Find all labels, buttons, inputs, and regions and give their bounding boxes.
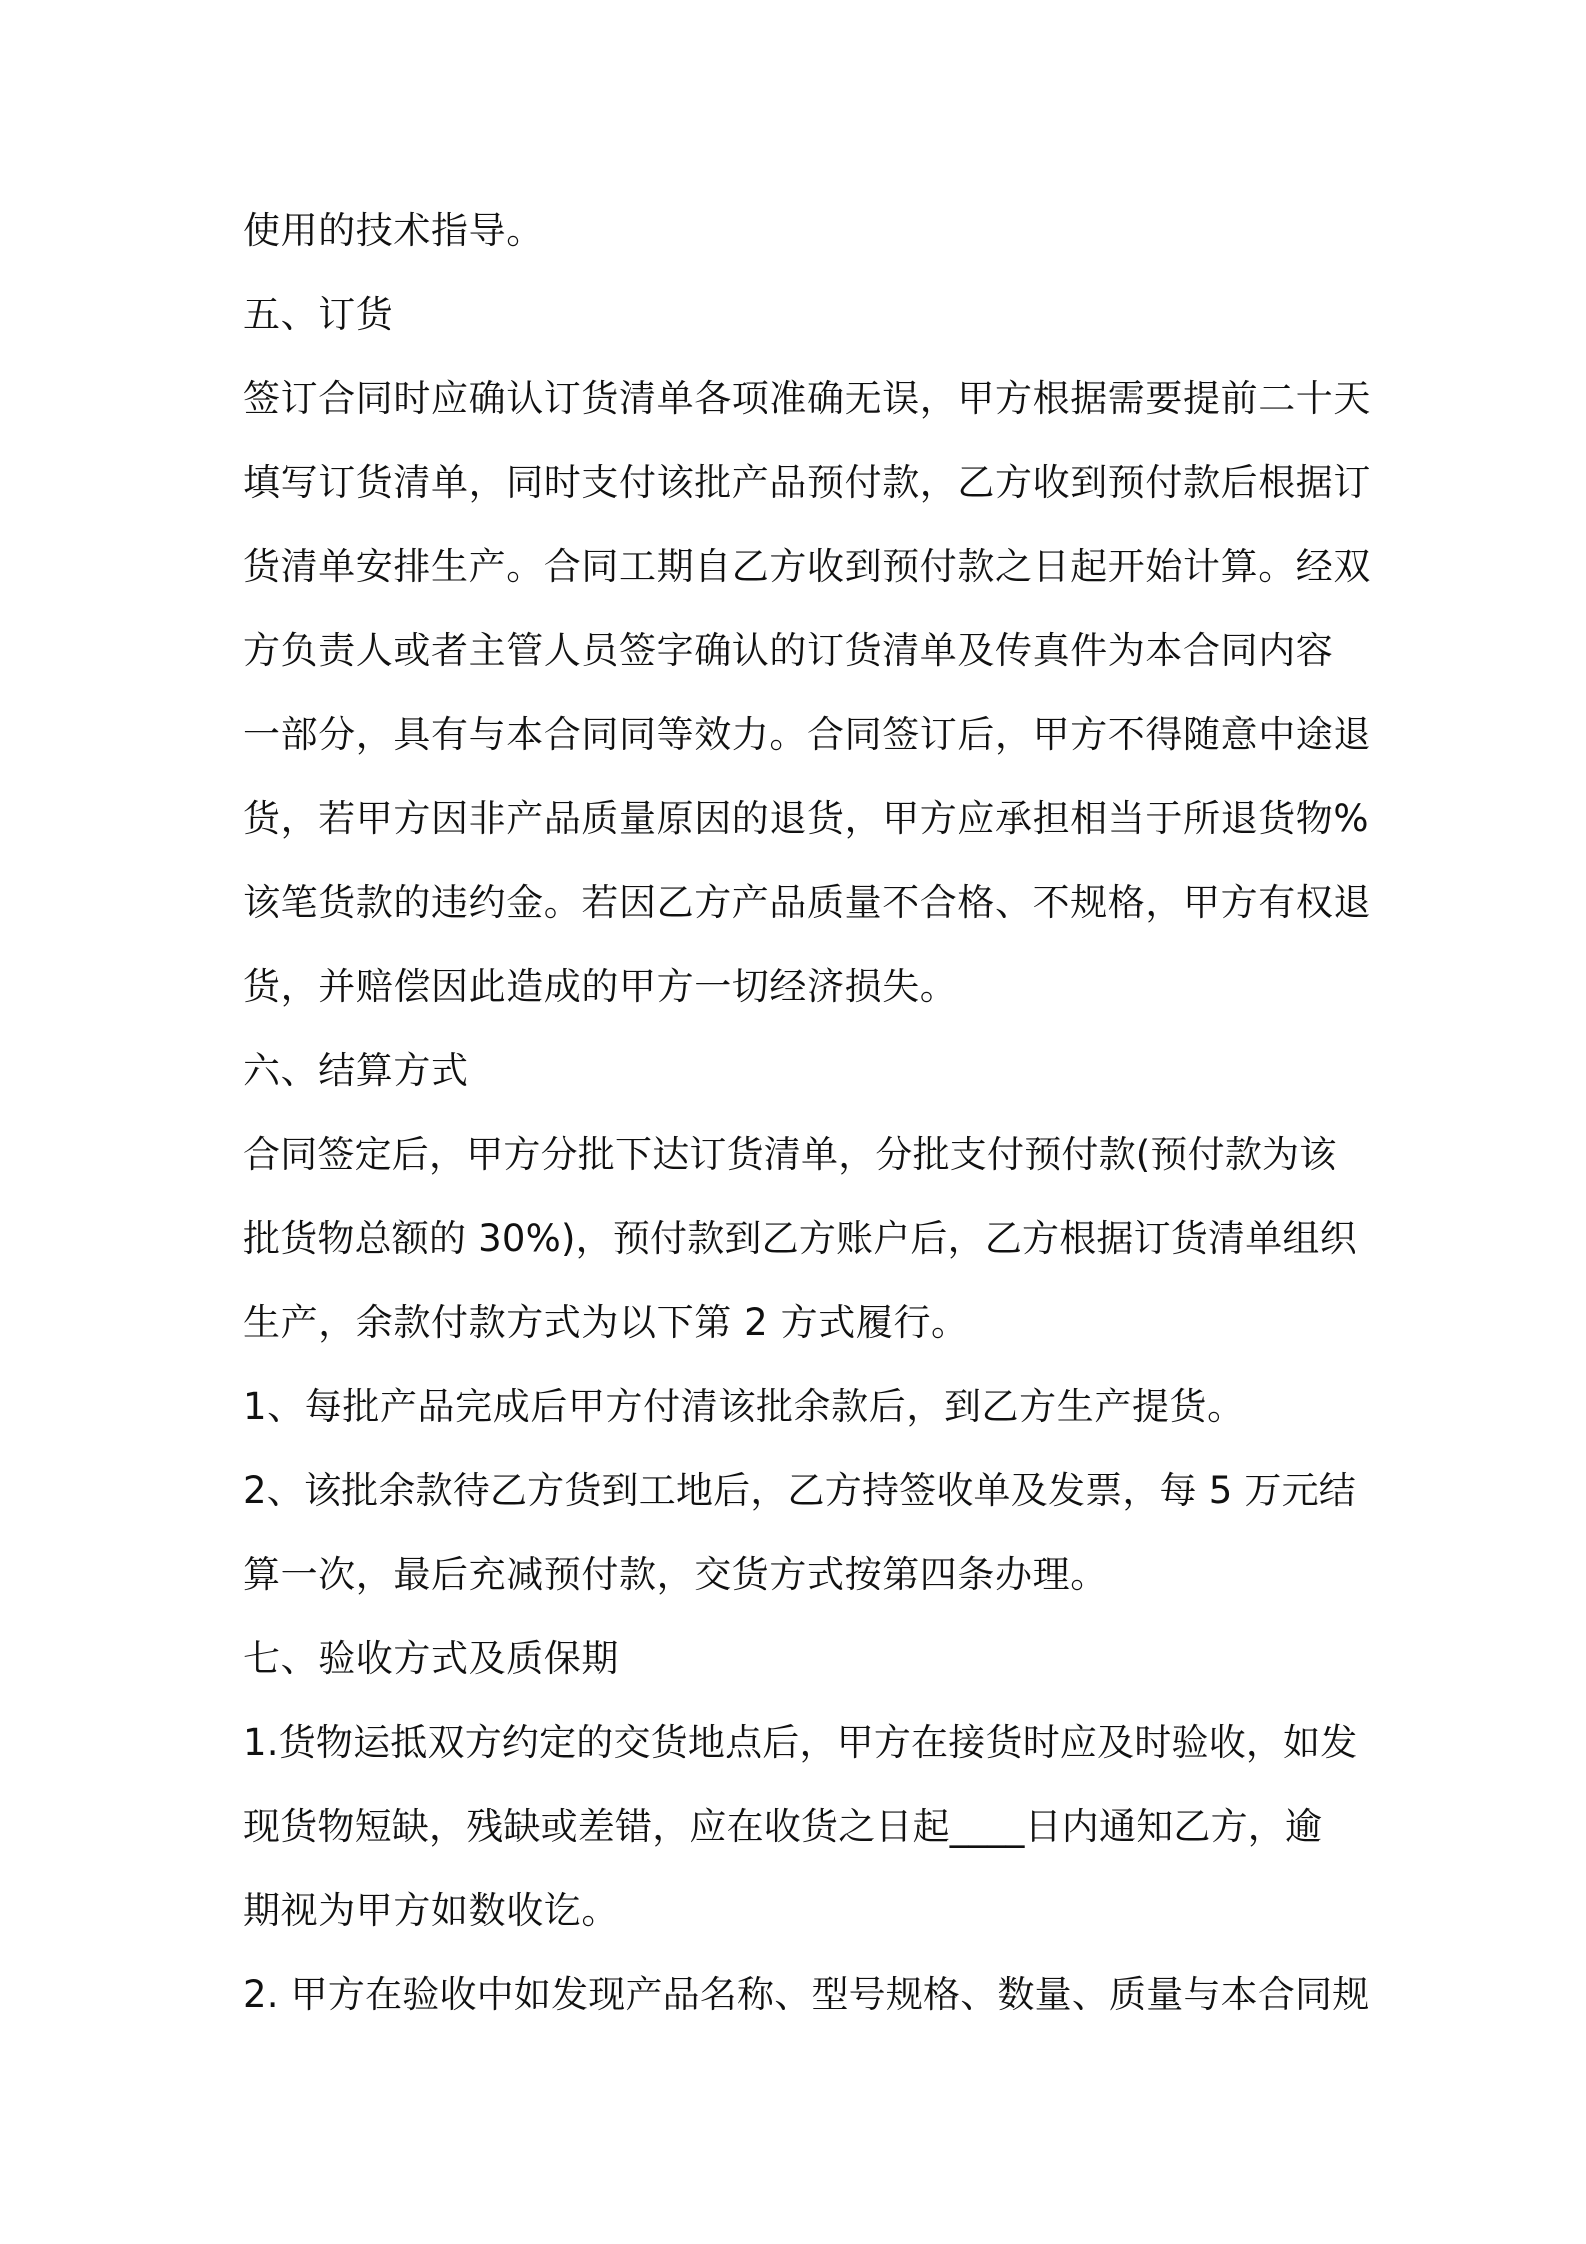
text-line: 一部分，具有与本合同同等效力。合同签订后，甲方不得随意中途退 [243,713,1371,756]
text-line: 合同签定后，甲方分批下达订货清单，分批支付预付款(预付款为该 [243,1133,1337,1176]
section-heading-ordering: 五、订货 [243,293,394,336]
text-line: 货，并赔偿因此造成的甲方一切经济损失。 [243,965,958,1008]
text-line: 填写订货清单，同时支付该批产品预付款，乙方收到预付款后根据订 [243,461,1371,504]
text-line: 货清单安排生产。合同工期自乙方收到预付款之日起开始计算。经双 [243,545,1371,588]
text-line: 算一次，最后充减预付款，交货方式按第四条办理。 [243,1553,1108,1596]
text-line: 生产，余款付款方式为以下第 2 方式履行。 [243,1301,969,1344]
text-line: 现货物短缺，残缺或差错，应在收货之日起____日内通知乙方，逾 [243,1805,1323,1848]
text-line: 签订合同时应确认订货清单各项准确无误，甲方根据需要提前二十天 [243,377,1371,420]
text-line: 方负责人或者主管人员签字确认的订货清单及传真件为本合同内容 [243,629,1334,672]
list-item: 2. 甲方在验收中如发现产品名称、型号规格、数量、质量与本合同规 [243,1973,1370,2016]
text-line: 期视为甲方如数收讫。 [243,1889,619,1932]
text-line: 批货物总额的 30%)，预付款到乙方账户后，乙方根据订货清单组织 [243,1217,1357,1260]
list-item: 1.货物运抵双方约定的交货地点后，甲方在接货时应及时验收，如发 [243,1721,1358,1764]
section-heading-settlement: 六、结算方式 [243,1049,469,1092]
text-line: 使用的技术指导。 [243,209,544,252]
text-line: 该笔货款的违约金。若因乙方产品质量不合格、不规格，甲方有权退 [243,881,1371,924]
text-line: 货，若甲方因非产品质量原因的退货，甲方应承担相当于所退货物% [243,797,1370,840]
section-heading-acceptance: 七、验收方式及质保期 [243,1637,619,1680]
document-body [243,199,1371,2047]
list-item: 2、该批余款待乙方货到工地后，乙方持签收单及发票，每 5 万元结 [243,1469,1357,1512]
list-item: 1、每批产品完成后甲方付清该批余款后，到乙方生产提货。 [243,1385,1245,1428]
